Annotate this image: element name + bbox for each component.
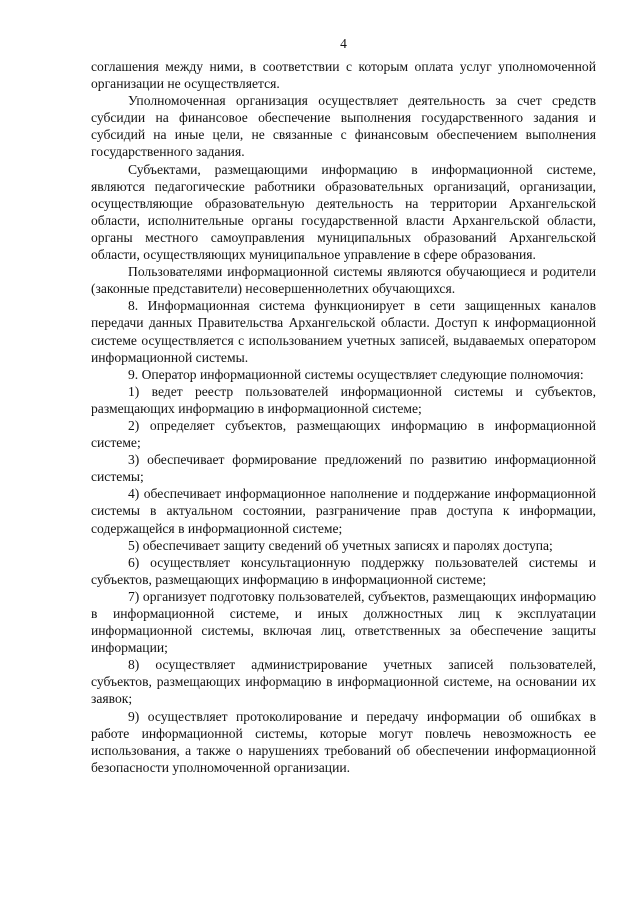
list-item-4: 4) обеспечивает информационное наполнение и поддержание информационной системы в актуальном состоянии, разграничение прав доступа к информации, содержащейся в информационной системе; — [91, 486, 596, 536]
list-item-7: 7) организует подготовку пользователей, субъектов, размещающих информацию в информационной системе, и иных должностных лиц к эксплуатации информационной системы, включая лиц, ответственных за обеспечение защиты информации; — [91, 588, 596, 656]
list-item-1: 1) ведет реестр пользователей информационной системы и субъектов, размещающих информацию в информационной системе; — [91, 383, 596, 416]
list-item-6: 6) осуществляет консультационную поддержку пользователей системы и субъектов, размещающих информацию в информационной системе; — [91, 554, 596, 587]
list-item-8: 8) осуществляет администрирование учетных записей пользователей, субъектов, размещающих информацию в информационной системе, на основании их заявок; — [91, 657, 596, 707]
paragraph-1: соглашения между ними, в соответствии с которым оплата услуг уполномоченной организации не осуществляется. — [91, 59, 596, 92]
paragraph-4: Пользователями информационной системы являются обучающиеся и родители (законные представители) несовершеннолетних обучающихся. — [91, 264, 596, 297]
list-item-2: 2) определяет субъектов, размещающих информацию в информационной системе; — [91, 417, 596, 451]
paragraph-5: 8. Информационная система функционирует в сети защищенных каналов передачи данных Правительства Архангельской области. Доступ к информационной системе осуществляется с использованием учетных записей, выдаваемых оператором информационной системы. — [91, 298, 596, 365]
paragraph-6: 9. Оператор информационной системы осуществляет следующие полномочия: — [128, 366, 584, 382]
page-number: 4 — [340, 36, 347, 51]
list-item-9: 9) осуществляет протоколирование и передачу информации об ошибках в работе информационной системы, которые могут повлечь невозможность ее использования, а также о нарушениях требований об обеспечении информационной безопасности уполномоченной организации. — [91, 708, 596, 775]
paragraph-2: Уполномоченная организация осуществляет деятельность за счет средств субсидии на финансовое обеспечение выполнения государственного задания и субсидий на иные цели, не связанные с финансовым обеспечением выполнения государственного задания. — [91, 93, 596, 160]
paragraph-3: Субъектами, размещающими информацию в информационной системе, являются педагогические работники образовательных организаций, организации, осуществляющие образовательную деятельность на территории Архангельской области, исполнительные органы государственной власти Архангельской области, органы местного самоуправления муниципальных образований Архангельской области, осуществляющих муниципальное управление в сфере образования. — [91, 161, 596, 263]
document-page — [91, 36, 596, 776]
list-item-5: 5) обеспечивает защиту сведений об учетных записях и паролях доступа; — [128, 537, 553, 553]
list-item-3: 3) обеспечивает формирование предложений по развитию информационной системы; — [91, 452, 596, 485]
